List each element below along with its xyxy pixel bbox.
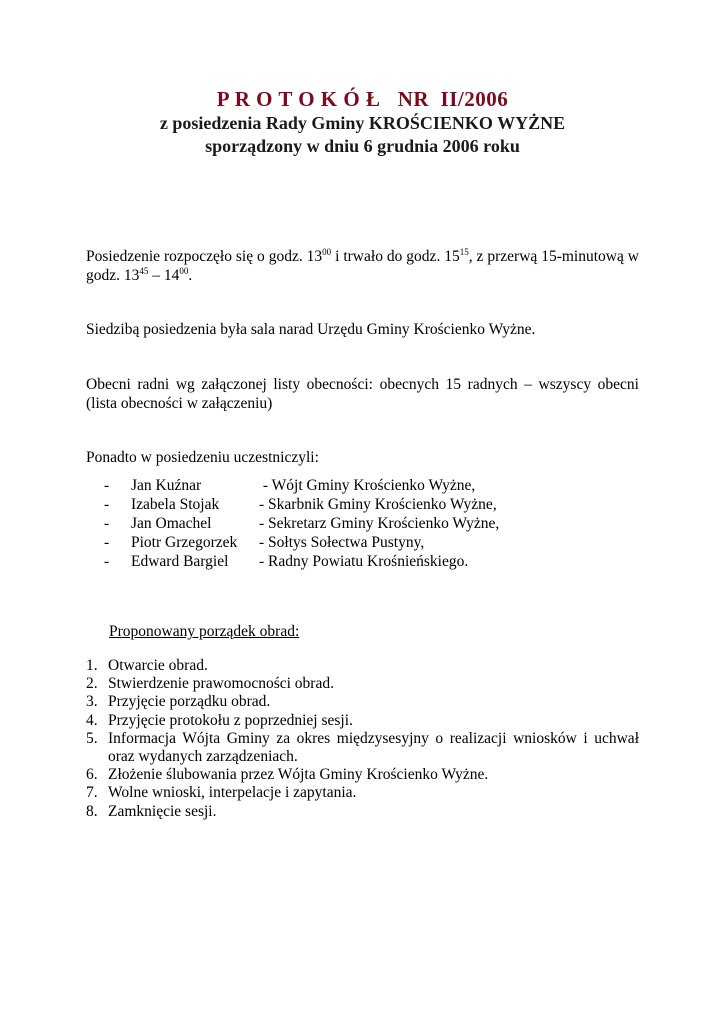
list-item bbox=[86, 803, 639, 821]
agenda-text: Złożenie ślubowania przez Wójta Gminy Krościenko Wyżne. bbox=[108, 766, 489, 784]
participant-role: - Sekretarz Gminy Krościenko Wyżne, bbox=[259, 515, 500, 532]
participant-role: - Sołtys Sołectwa Pustyny, bbox=[259, 534, 425, 551]
agenda-text: Stwierdzenie prawomocności obrad. bbox=[108, 675, 334, 693]
break-suffix: . bbox=[188, 267, 193, 284]
participant-role: - Radny Powiatu Krośnieńskiego. bbox=[259, 553, 469, 570]
list-item bbox=[104, 533, 499, 552]
list-bullet: - bbox=[104, 553, 110, 570]
attendance-paragraph: Obecni radni wg załączonej listy obecności: obecnych 15 radnych – wszyscy obecni (lista obecności w załączeniu) bbox=[86, 376, 639, 412]
agenda-heading: Proponowany porządek obrad: bbox=[109, 623, 300, 640]
document-title: P R O T O K Ó Ł NR II/2006 bbox=[216, 87, 509, 111]
participant-role: - Skarbnik Gminy Krościenko Wyżne, bbox=[259, 496, 497, 513]
participants-list bbox=[104, 476, 499, 571]
agenda-number: 5. bbox=[86, 729, 98, 747]
list-bullet: - bbox=[104, 477, 110, 494]
list-item bbox=[104, 552, 499, 571]
agenda-text: Informacja Wójta Gminy za okres międzysesyjny o realizacji wniosków i uchwał oraz wydanych zarządzeniach. bbox=[108, 729, 639, 766]
list-item bbox=[86, 657, 639, 675]
break-end-minutes: 00 bbox=[179, 265, 189, 276]
agenda-number: 7. bbox=[86, 784, 98, 802]
list-bullet: - bbox=[104, 534, 110, 551]
venue-paragraph: Siedzibą posiedzenia była sala narad Urzędu Gminy Krościenko Wyżne. bbox=[86, 321, 536, 338]
list-item bbox=[104, 495, 499, 514]
agenda-text: Przyjęcie protokołu z poprzedniej sesji. bbox=[108, 711, 353, 729]
agenda-text: Zamknięcie sesji. bbox=[108, 802, 217, 820]
list-item bbox=[86, 766, 639, 784]
participant-name: Edward Bargiel bbox=[131, 553, 229, 570]
agenda-text: Przyjęcie porządku obrad. bbox=[108, 693, 271, 711]
start-prefix: Posiedzenie rozpoczęło się o godz. 13 bbox=[86, 248, 323, 265]
participant-name: Izabela Stojak bbox=[131, 496, 220, 513]
agenda-text: Otwarcie obrad. bbox=[108, 657, 208, 674]
agenda-number: 3. bbox=[86, 693, 98, 711]
list-item bbox=[86, 675, 639, 693]
agenda-number: 2. bbox=[86, 675, 98, 693]
participant-name: Jan Kuźnar bbox=[131, 477, 202, 494]
end-prefix: i trwało do godz. 15 bbox=[331, 248, 460, 265]
list-item bbox=[104, 476, 499, 495]
break-mid: – 14 bbox=[148, 267, 180, 284]
list-item bbox=[86, 730, 639, 766]
participant-name: Piotr Grzegorzek bbox=[131, 534, 238, 551]
session-time-paragraph bbox=[86, 247, 639, 285]
list-item bbox=[104, 514, 499, 533]
agenda-list bbox=[86, 657, 639, 821]
break-start-minutes: 45 bbox=[139, 265, 149, 276]
start-minutes: 00 bbox=[322, 246, 332, 257]
document-header bbox=[0, 86, 725, 158]
list-item bbox=[86, 693, 639, 711]
participant-role: - Wójt Gminy Krościenko Wyżne, bbox=[259, 477, 476, 494]
agenda-text: Wolne wnioski, interpelacje i zapytania. bbox=[108, 784, 357, 802]
document-date-line: sporządzony w dniu 6 grudnia 2006 roku bbox=[205, 136, 520, 156]
agenda-number: 1. bbox=[86, 657, 98, 674]
list-item bbox=[86, 784, 639, 802]
agenda-number: 6. bbox=[86, 766, 98, 784]
list-item bbox=[86, 712, 639, 730]
list-bullet: - bbox=[104, 496, 110, 513]
agenda-number: 4. bbox=[86, 711, 98, 729]
end-minutes: 15 bbox=[459, 246, 469, 257]
break-prefix: , z przerwą 15-minutową w godz. 13 bbox=[86, 248, 639, 284]
agenda-number: 8. bbox=[86, 802, 98, 820]
list-bullet: - bbox=[104, 515, 110, 532]
participant-name: Jan Omachel bbox=[131, 515, 212, 532]
document-subtitle: z posiedzenia Rady Gminy KROŚCIENKO WYŻNE bbox=[159, 113, 566, 133]
participants-intro: Ponadto w posiedzeniu uczestniczyli: bbox=[86, 449, 319, 466]
